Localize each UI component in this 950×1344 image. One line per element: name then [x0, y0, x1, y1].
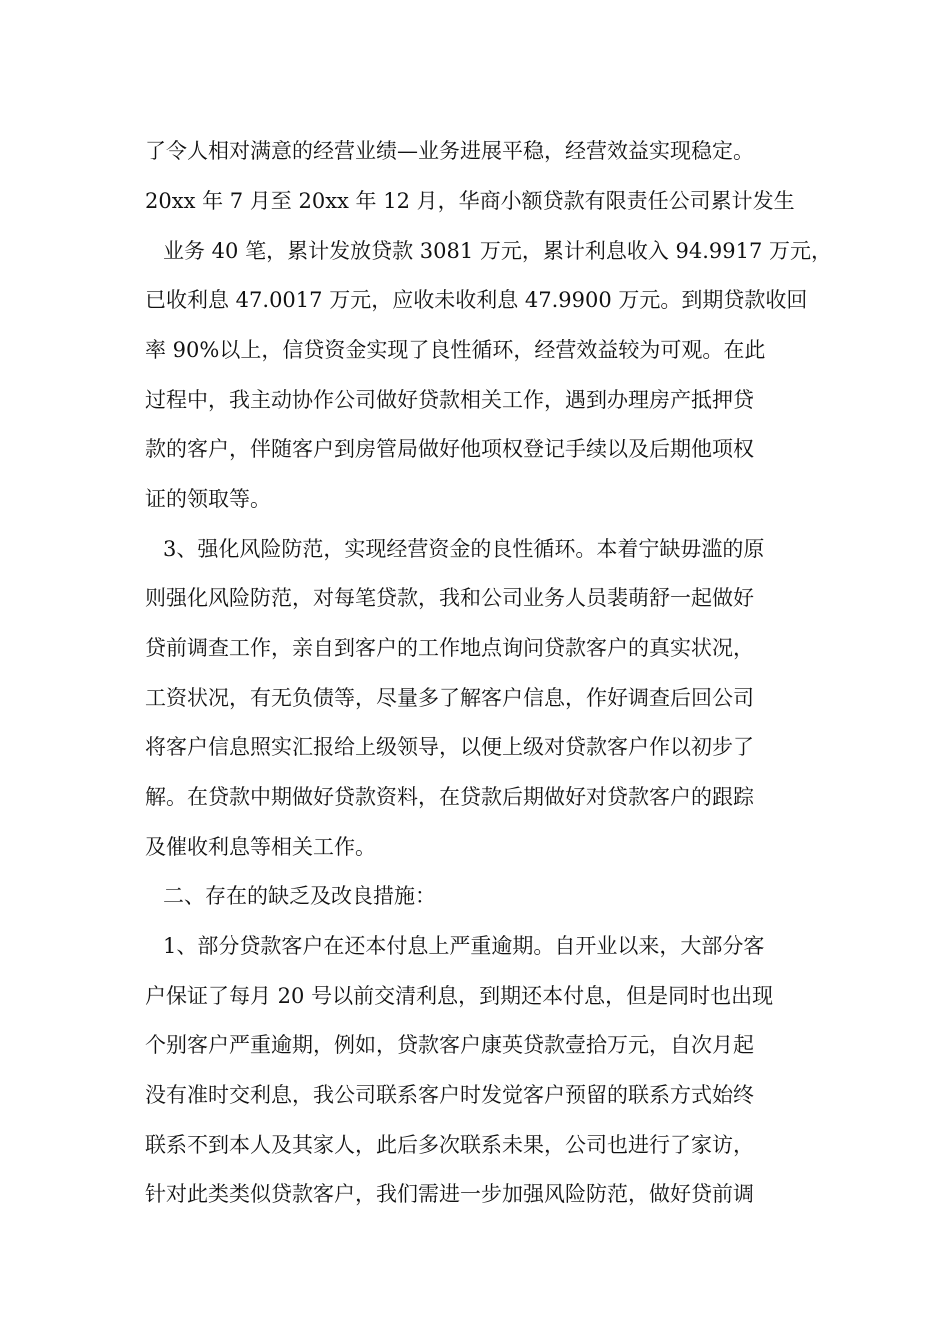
body-text-line: 工资状况，有无负债等，尽量多了解客户信息，作好调查后回公司	[145, 686, 754, 710]
body-text-line: 则强化风险防范，对每笔贷款，我和公司业务人员裴萌舒一起做好	[145, 586, 754, 610]
body-text-line: 针对此类类似贷款客户，我们需进一步加强风险防范，做好贷前调	[145, 1182, 754, 1206]
body-text-line: 个别客户严重逾期，例如，贷款客户康英贷款壹拾万元，自次月起	[145, 1033, 754, 1057]
body-text-line: 户保证了每月 20 号以前交清利息，到期还本付息，但是同时也出现	[145, 984, 774, 1008]
paragraph-heading-line: 3、强化风险防范，实现经营资金的良性循环。本着宁缺毋滥的原	[163, 537, 765, 561]
body-text-line: 解。在贷款中期做好贷款资料，在贷款后期做好对贷款客户的跟踪	[145, 785, 754, 809]
body-text-line: 贷前调查工作，亲自到客户的工作地点询问贷款客户的真实状况，	[145, 636, 754, 660]
body-text-line: 款的客户，伴随客户到房管局做好他项权登记手续以及后期他项权	[145, 437, 754, 461]
paragraph-heading-line: 1、部分贷款客户在还本付息上严重逾期。自开业以来，大部分客	[163, 934, 765, 958]
body-text-line: 过程中，我主动协作公司做好贷款相关工作，遇到办理房产抵押贷	[145, 388, 754, 412]
body-text-line: 及催收利息等相关工作。	[145, 835, 376, 859]
body-text-line: 已收利息 47.0017 万元，应收未收利息 47.9900 万元。到期贷款收回	[145, 288, 808, 312]
body-text-line: 没有准时交利息，我公司联系客户时发觉客户预留的联系方式始终	[145, 1083, 754, 1107]
body-text-line: 证的领取等。	[145, 487, 271, 511]
body-text-line: 率 90%以上，信贷资金实现了良性循环，经营效益较为可观。在此	[145, 338, 766, 362]
body-text-line: 将客户信息照实汇报给上级领导，以便上级对贷款客户作以初步了	[145, 735, 754, 759]
body-text-line: 联系不到本人及其家人，此后多次联系未果，公司也进行了家访，	[145, 1133, 754, 1157]
body-text-line: 了令人相对满意的经营业绩—业务进展平稳，经营效益实现稳定。	[145, 139, 754, 163]
section-heading: 二、存在的缺乏及改良措施：	[163, 884, 436, 908]
body-text-line: 业务 40 笔，累计发放贷款 3081 万元，累计利息收入 94.9917 万元，	[163, 239, 833, 263]
body-text-line: 20xx 年 7 月至 20xx 年 12 月，华商小额贷款有限责任公司累计发生	[145, 189, 795, 213]
